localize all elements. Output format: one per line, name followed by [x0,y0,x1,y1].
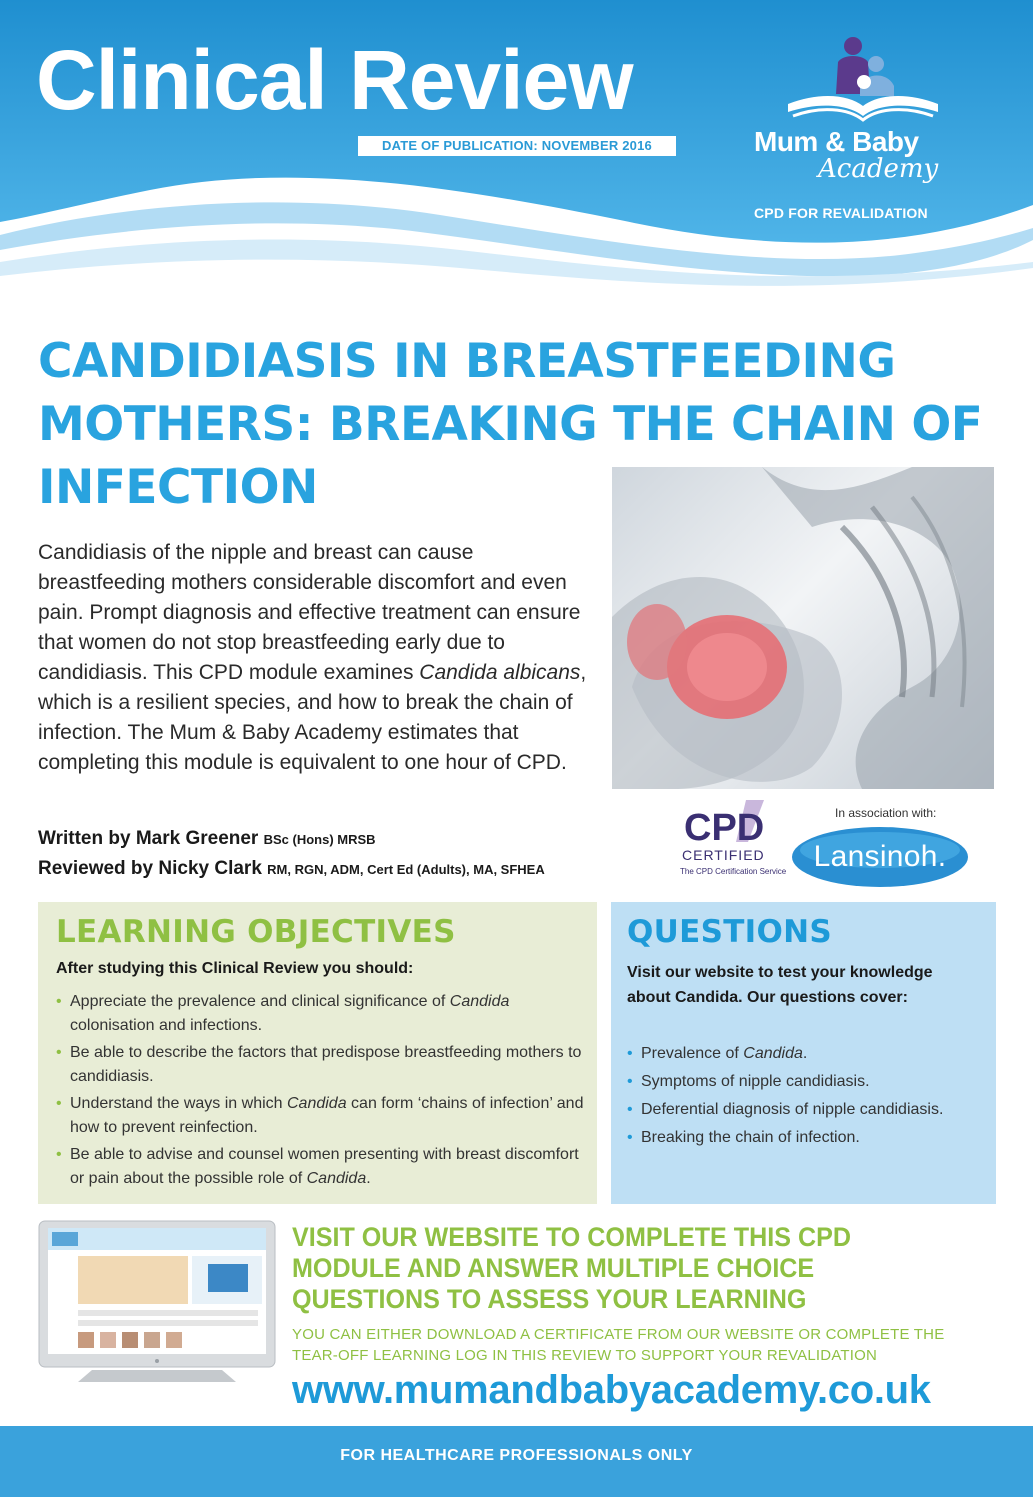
list-item-text: . [366,1170,371,1187]
list-item-text: Symptoms of nipple candidiasis. [641,1073,870,1090]
cpd-logo-service-text: The CPD Certification Service [680,867,786,876]
list-item [627,1126,987,1150]
reviewer-row [38,854,545,884]
intro-text-1: Candidiasis of the nipple and breast can cause breastfeeding mothers considerable discomfort and even pain. Prompt diagnosis and effective treatment can ensure that women do not stop breastfeeding early due to candidiasis. This CPD module examines [38,541,581,684]
breast-anatomy-illustration [612,467,994,789]
cpd-revalidation-label: CPD FOR REVALIDATION [754,205,928,221]
list-item-text: Be able to describe the factors that predispose breastfeeding mothers to candidiasis. [70,1044,582,1085]
cta-subtext: YOU CAN EITHER DOWNLOAD A CERTIFICATE FROM OUR WEBSITE OR COMPLETE THE TEAR-OFF LEARNING LOG IN THIS REVIEW TO SUPPORT YOUR REVALIDATION [292,1326,945,1364]
list-item [56,1143,586,1191]
list-item-text: . [802,1045,808,1062]
list-item-text: can form ‘chains of infection’ and how to prevent reinfection. [70,1095,584,1136]
breast-anatomy-image [612,467,994,789]
publication-date: DATE OF PUBLICATION: NOVEMBER 2016 [358,136,676,156]
website-url-link[interactable]: www.mumandbabyacademy.co.uk [292,1368,931,1412]
academy-logo-script: Academy [818,154,939,184]
page-title: Clinical Review [36,33,633,127]
cpd-certified-logo-icon [676,798,786,882]
website-monitor-image [38,1220,276,1383]
list-item [627,1098,987,1122]
questions-title: QUESTIONS [627,914,833,950]
list-item [56,1092,586,1140]
questions-list [627,1042,987,1154]
list-item [56,990,586,1038]
article-intro [38,538,598,778]
association-label: In association with: [835,806,937,820]
author-name: Written by Mark Greener [38,828,259,849]
cpd-logo-certified-text: CERTIFIED [682,847,765,863]
cpd-logo-main-text: CPD [684,807,765,849]
list-item-text: Understand the ways in which [70,1095,287,1112]
list-item-text: Prevalence of [641,1045,744,1062]
list-item-text: Deferential diagnosis of nipple candidiasis. [641,1101,944,1118]
intro-italic-species: Candida albicans [419,661,581,684]
list-item-text: Be able to advise and counsel women presenting with breast discomfort or pain about the possible role of [70,1146,579,1187]
questions-subtitle: Visit our website to test your knowledge about Candida. Our questions cover: [627,964,933,1006]
learning-objectives-panel [38,902,597,1204]
list-item-text: Appreciate the prevalence and clinical significance of [70,993,450,1010]
list-item-italic: Candida [449,993,510,1010]
header-banner [0,0,1033,300]
learning-objectives-list [56,990,586,1194]
cta-heading: VISIT OUR WEBSITE TO COMPLETE THIS CPD MODULE AND ANSWER MULTIPLE CHOICE QUESTIONS TO ASSESS YOUR LEARNING [292,1222,851,1314]
questions-panel [611,902,996,1204]
list-item-text: Breaking the chain of infection. [641,1129,860,1146]
author-row [38,824,545,854]
list-item [627,1042,987,1066]
intro-text-2: , which is a resilient species, and how to break the chain of infection. The Mum & Baby Academy estimates that completing this module is equivalent to one hour of CPD. [38,661,587,774]
academy-logo-name: Mum & Baby [754,126,919,157]
list-item-italic: Candida [287,1095,347,1112]
author-credits [38,824,545,884]
list-item-italic: Candida [306,1170,367,1187]
list-item [56,1041,586,1089]
list-item [627,1070,987,1094]
list-item-text: colonisation and infections. [70,1017,263,1034]
footer-text: FOR HEALTHCARE PROFESSIONALS ONLY [340,1447,693,1464]
list-item-italic: Candida [743,1045,803,1062]
learning-objectives-title: LEARNING OBJECTIVES [56,914,456,950]
author-qualifications: BSc (Hons) MRSB [263,832,376,847]
article-headline: CANDIDIASIS IN BREASTFEEDING MOTHERS: BREAKING THE CHAIN OF INFECTION [38,334,983,515]
reviewer-qualifications: RM, RGN, ADM, Cert Ed (Adults), MA, SFHEA [267,862,545,877]
learning-objectives-subtitle: After studying this Clinical Review you should: [56,960,414,977]
lansinoh-logo-text: Lansinoh. [813,840,947,873]
reviewer-name: Reviewed by Nicky Clark [38,858,262,879]
